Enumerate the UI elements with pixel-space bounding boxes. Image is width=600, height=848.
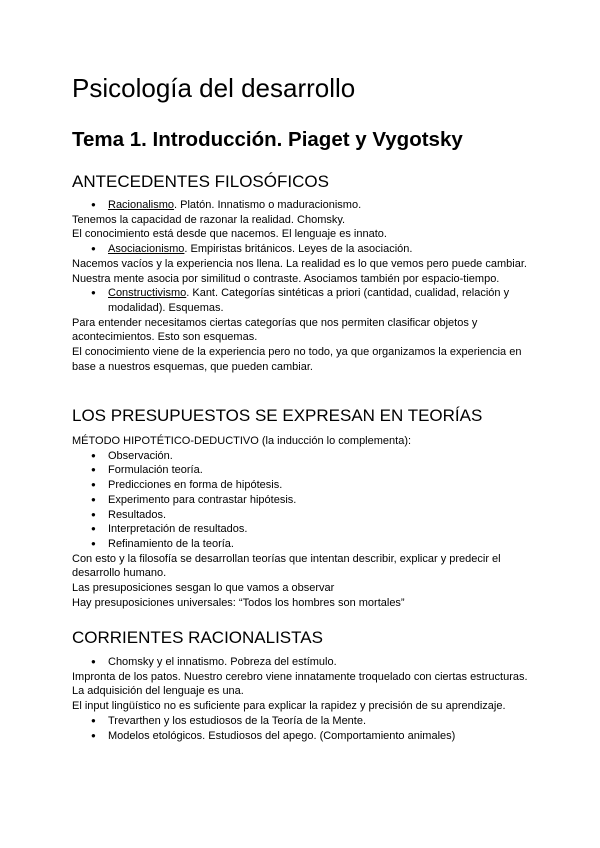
underlined-term: Constructivismo — [108, 287, 187, 300]
section-antecedentes — [72, 171, 532, 374]
section-presupuestos — [72, 405, 532, 610]
underlined-term: Racionalismo — [108, 199, 175, 211]
bullet-icon: ● — [91, 480, 96, 490]
section-heading: ANTECEDENTES FILOSÓFICOS — [72, 172, 329, 191]
section-content — [72, 198, 532, 374]
bullet-icon: ● — [91, 200, 96, 209]
bullet-text: Refinamiento de la teoría. — [108, 537, 234, 550]
bullet-item — [72, 522, 532, 537]
bullet-text: Observación. — [108, 449, 173, 462]
section-content — [72, 655, 532, 743]
paragraph: Con esto y la filosofía se desarrollan teorías que intentan describir, explicar y predecir el desarrollo humano. — [72, 552, 501, 580]
bullet-icon: ● — [91, 657, 96, 666]
bullet-item — [72, 729, 532, 744]
paragraph: Para entender necesitamos ciertas categorías que nos permiten clasificar objetos y acontecimientos. Esto son esquemas. — [72, 316, 478, 344]
paragraph: MÉTODO HIPOTÉTICO-DEDUCTIVO (la inducción lo complementa): — [72, 435, 412, 447]
paragraph: El conocimiento viene de la experiencia pero no todo, ya que organizamos la experiencia en base a nuestros esquemas, que pueden cambiar. — [72, 346, 522, 373]
paragraph: El conocimiento está desde que nacemos. El lenguaje es innato. — [72, 228, 387, 241]
bullet-item — [72, 508, 532, 523]
bullet-text: Chomsky y el innatismo. Pobreza del estímulo. — [108, 656, 337, 668]
bullet-icon: ● — [91, 524, 96, 534]
bullet-item — [72, 198, 532, 213]
bullet-item — [72, 478, 532, 493]
paragraph: Nacemos vacíos y la experiencia nos llena. La realidad es lo que vemos pero puede cambiar. — [72, 257, 527, 270]
bullet-item — [72, 655, 532, 670]
paragraph: El input lingüístico no es suficiente para explicar la rapidez y precisión de su aprendizaje. — [72, 700, 506, 713]
bullet-icon: ● — [91, 288, 96, 298]
bullet-item — [72, 242, 532, 257]
bullet-text: Interpretación de resultados. — [108, 523, 248, 536]
bullet-icon: ● — [91, 730, 96, 740]
section-content — [72, 434, 532, 610]
paragraph: Impronta de los patos. Nuestro cerebro viene innatamente troquelado con ciertas estructuras. La adquisición del lenguaje es una. — [72, 670, 528, 698]
bullet-item — [72, 537, 532, 552]
paragraph: Tenemos la capacidad de razonar la realidad. Chomsky. — [72, 213, 346, 226]
bullet-icon: ● — [91, 509, 96, 519]
paragraph: Hay presuposiciones universales: “Todos los hombres son mortales” — [72, 596, 405, 609]
document-subtitle: Tema 1. Introducción. Piaget y Vygotsky — [72, 128, 463, 151]
paragraph: Las presuposiciones sesgan lo que vamos a observar — [72, 582, 335, 595]
bullet-icon: ● — [91, 244, 96, 254]
bullet-text: Trevarthen y los estudiosos de la Teoría de la Mente. — [108, 714, 367, 727]
bullet-text: . Kant. Categorías sintéticas a priori (cantidad, cualidad, relación y modalidad). Esquemas. — [108, 287, 510, 314]
bullet-item — [72, 463, 532, 478]
bullet-item — [72, 714, 532, 729]
bullet-text: . Platón. Innatismo o maduracionismo. — [174, 199, 362, 211]
bullet-text: Modelos etológicos. Estudiosos del apego. (Comportamiento animales) — [108, 729, 456, 742]
section-heading: CORRIENTES RACIONALISTAS — [72, 628, 323, 647]
bullet-text: . Empiristas británicos. Leyes de la asociación. — [184, 243, 413, 256]
bullet-item — [72, 449, 532, 464]
bullet-icon: ● — [91, 450, 96, 460]
paragraph: Nuestra mente asocia por similitud o contraste. Asociamos también por espacio-tiempo. — [72, 272, 500, 285]
bullet-item — [72, 286, 532, 315]
bullet-text: Resultados. — [108, 508, 167, 521]
section-corrientes — [72, 627, 532, 743]
bullet-text: Predicciones en forma de hipótesis. — [108, 479, 283, 492]
bullet-icon: ● — [91, 465, 96, 475]
bullet-icon: ● — [91, 494, 96, 504]
bullet-icon: ● — [91, 715, 96, 725]
bullet-text: Experimento para contrastar hipótesis. — [108, 493, 297, 506]
section-heading: LOS PRESUPUESTOS SE EXPRESAN EN TEORÍAS — [72, 406, 483, 425]
bullet-item — [72, 493, 532, 508]
bullet-icon: ● — [91, 538, 96, 548]
bullet-text: Formulación teoría. — [108, 464, 203, 477]
document-title: Psicología del desarrollo — [72, 73, 356, 103]
underlined-term: Asociacionismo — [108, 243, 185, 256]
